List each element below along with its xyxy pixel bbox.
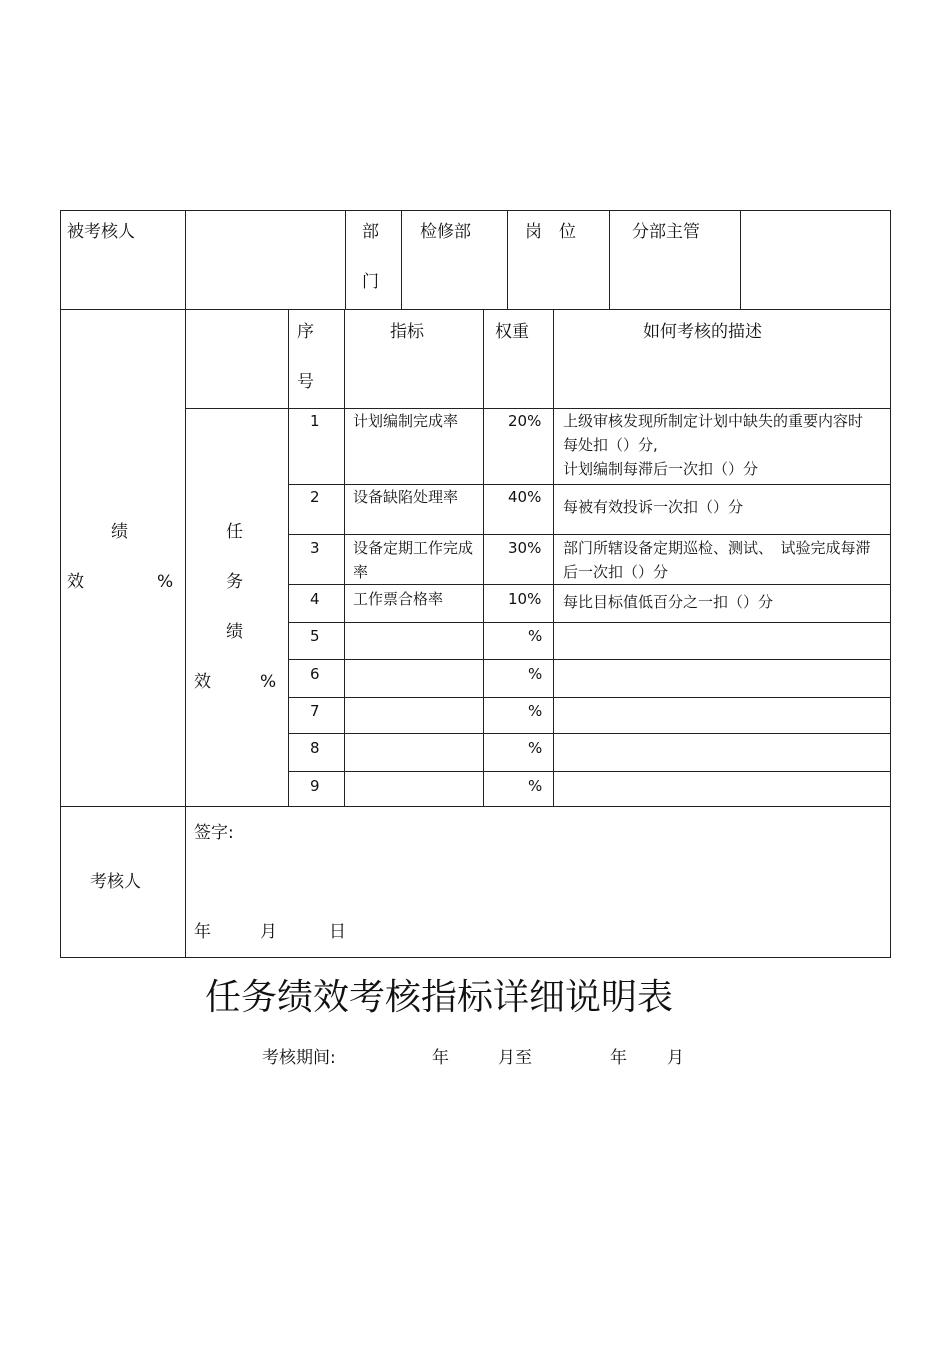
row-8-seq: 8 [310, 739, 320, 757]
row-1-desc-line2: 计划编制每滞后一次扣（）分 [563, 460, 759, 478]
perf-inner-label-1: 任 [226, 522, 243, 542]
perf-inner-label-2: 务 [226, 572, 243, 592]
assessee-label: 被考核人 [67, 222, 135, 242]
col-seq-top: 序 [297, 322, 314, 342]
row-3-weight: 30% [508, 539, 542, 557]
row-1-desc: 上级审核发现所制定计划中缺失的重要内容时每处扣（）分, [563, 412, 864, 454]
row-4-seq: 4 [310, 590, 320, 608]
position-value: 分部主管 [632, 222, 700, 242]
date-day-label: 日 [329, 922, 346, 942]
row-2-indicator: 设备缺陷处理率 [353, 488, 459, 506]
dept-label-top: 部 [362, 222, 379, 242]
period-year-end: 年 [610, 1048, 627, 1068]
dept-value: 检修部 [420, 222, 471, 242]
col-weight-header: 权重 [495, 322, 529, 342]
row-4-indicator: 工作票合格率 [353, 590, 444, 608]
row-7-weight: % [528, 702, 543, 720]
col-indicator-header: 指标 [390, 322, 424, 342]
position-label: 岗 位 [525, 222, 576, 242]
row-4-desc: 每比目标值低百分之一扣（）分 [563, 593, 774, 611]
row-9-weight: % [528, 777, 543, 795]
row-3-indicator: 设备定期工作完成率 [353, 539, 474, 581]
row-2-weight: 40% [508, 488, 542, 506]
row-7-seq: 7 [310, 702, 320, 720]
perf-inner-pct: % [260, 672, 277, 692]
col-seq-bottom: 号 [297, 372, 314, 392]
row-1-weight: 20% [508, 412, 542, 430]
row-1-seq: 1 [310, 412, 320, 430]
perf-inner-label-4: 效 [194, 672, 211, 692]
period-year-start: 年 [432, 1048, 449, 1068]
perf-outer-label-1: 绩 [111, 522, 128, 542]
period-month-end: 月 [667, 1048, 684, 1068]
row-6-seq: 6 [310, 665, 320, 683]
row-4-weight: 10% [508, 590, 542, 608]
page-title: 任务绩效考核指标详细说明表 [205, 977, 674, 1018]
perf-outer-label-2: 效 [67, 572, 84, 592]
row-6-weight: % [528, 665, 543, 683]
dept-label-bottom: 门 [362, 272, 379, 292]
col-desc-header: 如何考核的描述 [643, 322, 762, 342]
row-1-indicator: 计划编制完成率 [353, 412, 459, 430]
row-9-seq: 9 [310, 777, 320, 795]
row-3-seq: 3 [310, 539, 320, 557]
assessor-label: 考核人 [90, 872, 141, 892]
row-5-seq: 5 [310, 627, 320, 645]
row-2-seq: 2 [310, 488, 320, 506]
period-month-start: 月至 [498, 1048, 532, 1068]
row-8-weight: % [528, 739, 543, 757]
row-5-weight: % [528, 627, 543, 645]
date-month-label: 月 [260, 922, 277, 942]
row-3-desc: 部门所辖设备定期巡检、测试、 试验完成每滞后一次扣（）分 [563, 539, 871, 581]
period-label: 考核期间: [262, 1048, 336, 1068]
date-year-label: 年 [194, 922, 211, 942]
perf-outer-pct: % [157, 572, 174, 592]
signature-label: 签字: [194, 823, 234, 843]
row-2-desc: 每被有效投诉一次扣（）分 [563, 498, 744, 516]
perf-inner-label-3: 绩 [226, 622, 243, 642]
